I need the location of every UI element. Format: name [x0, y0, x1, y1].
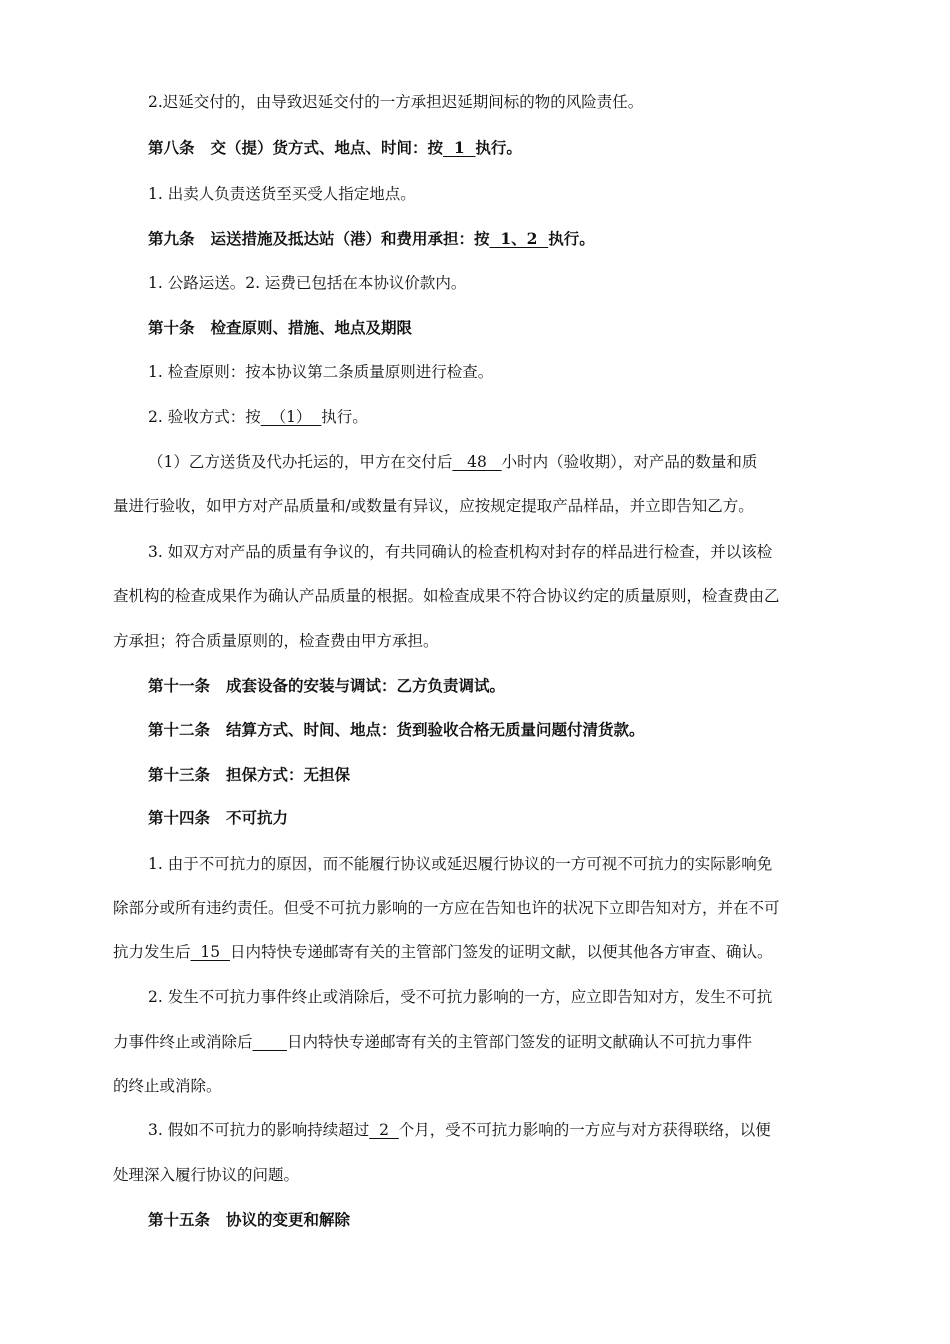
fill-blank [253, 1033, 288, 1051]
paragraph-continuation: 处理深入履行协议的问题。 [113, 1166, 300, 1184]
article-title: 检查原则、措施、地点及期限 [210, 318, 413, 337]
article-title: 运送措施及抵达站（港）和费用承担：按 [210, 229, 490, 248]
text: 日内特快专递邮寄有关的主管部门签发的证明文献，以便其他各方审查、确认。 [229, 943, 773, 961]
text: 日内特快专递邮寄有关的主管部门签发的证明文献确认不可抗力事件 [287, 1033, 753, 1051]
fill-blank: 1 [443, 138, 476, 157]
article-title: 结算方式、时间、地点：货到验收合格无质量问题付清货款。 [226, 720, 645, 739]
article-number: 第十二条 [148, 720, 211, 739]
fill-blank: 2 [369, 1121, 399, 1139]
text: 力事件终止或消除后 [113, 1033, 253, 1051]
article-title: 交（提）货方式、地点、时间：按 [210, 138, 444, 157]
article-title: 成套设备的安装与调试：乙方负责调试。 [226, 676, 506, 695]
article-number: 第十四条 [148, 808, 211, 827]
paragraph: 1. 检查原则：按本协议第二条质量原则进行检查。 [148, 363, 494, 381]
article-heading [148, 316, 412, 338]
article-number: 第十五条 [148, 1210, 211, 1229]
text: 个月，受不可抗力影响的一方应与对方获得联络，以便 [398, 1121, 771, 1139]
article-tail: 执行。 [475, 138, 522, 157]
paragraph-continuation [113, 940, 772, 962]
paragraph: 1. 由于不可抗力的原因，而不能履行协议或延迟履行协议的一方可视不可抗力的实际影响免 [148, 855, 773, 873]
text: 2. 验收方式：按 [148, 408, 261, 426]
text: （1）乙方送货及代办托运的，甲方在交付后 [148, 453, 453, 471]
article-number: 第十条 [148, 318, 195, 337]
paragraph [148, 1118, 771, 1140]
article-heading [148, 1208, 350, 1230]
article-heading [148, 806, 288, 828]
article-title: 担保方式：无担保 [226, 765, 351, 784]
paragraph: 3. 如双方对产品的质量有争议的，有共同确认的检查机构对封存的样品进行检查，并以该检 [148, 543, 773, 561]
paragraph-continuation: 的终止或消除。 [113, 1077, 222, 1095]
paragraph [148, 405, 368, 427]
article-number: 第十一条 [148, 676, 211, 695]
fill-blank: （1） [260, 408, 322, 426]
paragraph-continuation: 量进行验收，如甲方对产品质量和/或数量有异议，应按规定提取产品样品，并立即告知乙方。 [113, 497, 754, 515]
paragraph: 1. 出卖人负责送货至买受人指定地点。 [148, 185, 416, 203]
article-number: 第十三条 [148, 765, 211, 784]
article-number: 第八条 [148, 138, 195, 157]
fill-blank: 15 [190, 943, 230, 961]
paragraph [148, 450, 757, 472]
paragraph: 1. 公路运送。2. 运费已包括在本协议价款内。 [148, 274, 467, 292]
article-heading [148, 227, 595, 249]
text: 小时内（验收期），对产品的数量和质 [501, 453, 758, 471]
article-heading [148, 674, 505, 696]
paragraph: 2.迟延交付的，由导致迟延交付的一方承担迟延期间标的物的风险责任。 [148, 93, 644, 111]
article-number: 第九条 [148, 229, 195, 248]
article-tail: 执行。 [548, 229, 595, 248]
article-heading [148, 718, 645, 740]
fill-blank: 1、2 [489, 229, 549, 248]
text: 抗力发生后 [113, 943, 191, 961]
article-heading [148, 763, 350, 785]
paragraph-continuation [113, 1030, 752, 1052]
article-title: 协议的变更和解除 [226, 1210, 351, 1229]
paragraph: 2. 发生不可抗力事件终止或消除后，受不可抗力影响的一方，应立即告知对方，发生不可抗 [148, 988, 773, 1006]
article-title: 不可抗力 [226, 808, 289, 827]
paragraph-continuation: 查机构的检查成果作为确认产品质量的根据。如检查成果不符合协议约定的质量原则，检查费由乙 [113, 587, 780, 605]
text: 执行。 [321, 408, 368, 426]
text: 3. 假如不可抗力的影响持续超过 [148, 1121, 370, 1139]
fill-blank: 48 [452, 453, 502, 471]
paragraph-continuation: 方承担；符合质量原则的，检查费由甲方承担。 [113, 632, 439, 650]
paragraph-continuation: 除部分或所有违约责任。但受不可抗力影响的一方应在告知也许的状况下立即告知对方，并在不可 [113, 899, 780, 917]
article-heading [148, 136, 522, 158]
